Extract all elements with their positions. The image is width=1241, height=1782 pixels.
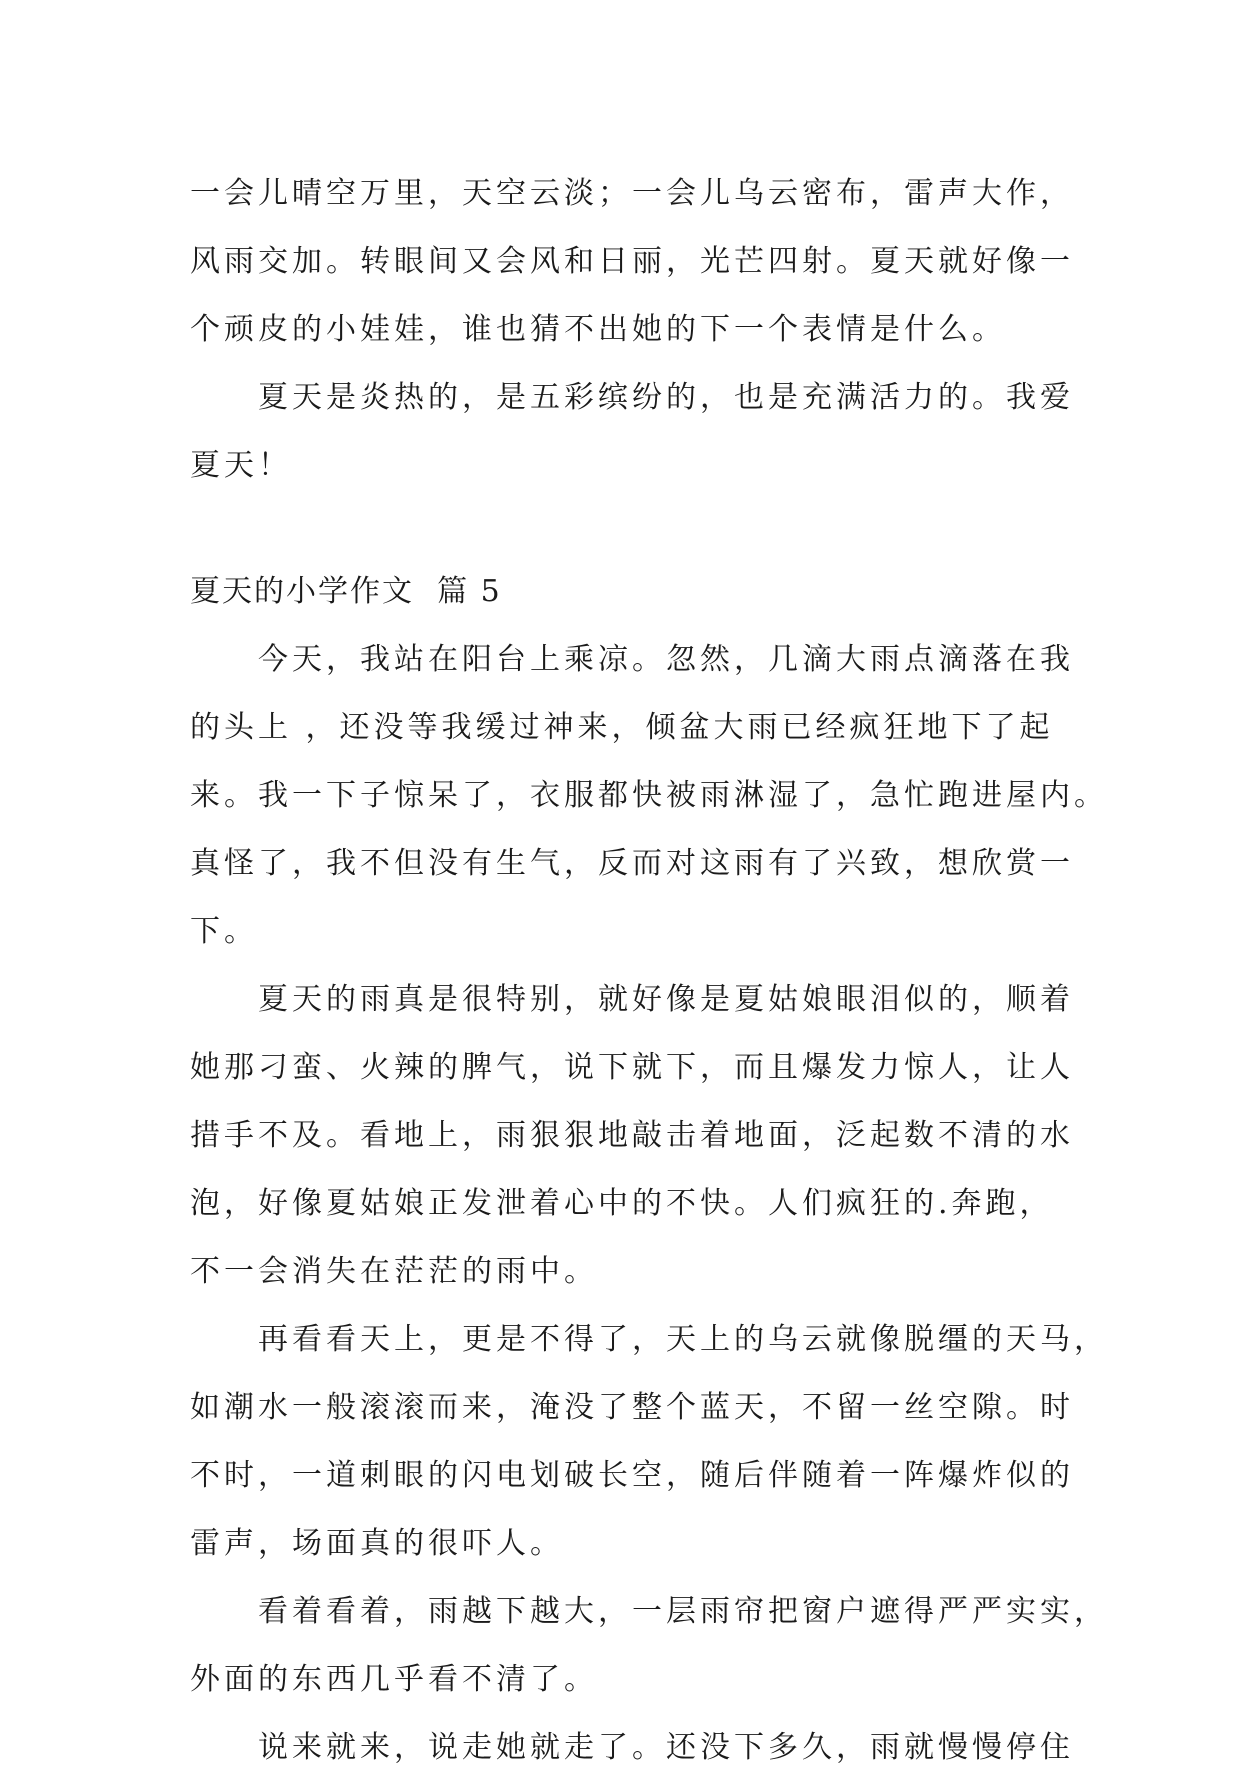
paragraph-previous-ending [190, 160, 1074, 364]
text-line: 说来就来，说走她就走了。还没下多久，雨就慢慢停住 [258, 1730, 1074, 1765]
paragraph-1 [190, 626, 1108, 966]
text-line: 个顽皮的小娃娃，谁也猜不出她的下一个表情是什么。 [190, 312, 1006, 347]
text-line: 如潮水一般滚滚而来，淹没了整个蓝天，不留一丝空隙。时 [190, 1390, 1074, 1425]
paragraph-conclusion [190, 364, 1074, 500]
text-line: 夏天是炎热的，是五彩缤纷的，也是充满活力的。我爱 [258, 380, 1074, 415]
text-line: 来。我一下子惊呆了，衣服都快被雨淋湿了，急忙跑进屋内。 [190, 778, 1108, 813]
text-line: 下。 [190, 914, 258, 949]
text-line: 她那刁蛮、火辣的脾气，说下就下，而且爆发力惊人，让人 [190, 1050, 1074, 1085]
text-line: 雷声，场面真的很吓人。 [190, 1526, 564, 1561]
paragraph-5 [190, 1714, 1074, 1782]
document-page [190, 160, 1108, 1782]
paragraph-2 [190, 966, 1074, 1306]
text-line: 夏天的雨真是很特别，就好像是夏姑娘眼泪似的，顺着 [258, 982, 1074, 1017]
text-line: 今天，我站在阳台上乘凉。忽然，几滴大雨点滴落在我 [258, 642, 1074, 677]
paragraph-4 [190, 1578, 1108, 1714]
text-line: 不一会消失在茫茫的雨中。 [190, 1254, 598, 1289]
text-line: 风雨交加。转眼间又会风和日丽，光芒四射。夏天就好像一 [190, 244, 1074, 279]
section-spacer [190, 500, 1060, 558]
text-line: 再看看天上，更是不得了，天上的乌云就像脱缰的天马， [258, 1322, 1108, 1357]
paragraph-3 [190, 1306, 1108, 1578]
section-heading: 夏天的小学作文 篇 5 [190, 574, 502, 609]
text-line: 外面的东西几乎看不清了。 [190, 1662, 598, 1697]
text-line: 真怪了，我不但没有生气，反而对这雨有了兴致，想欣赏一 [190, 846, 1074, 881]
text-line: 看着看着，雨越下越大，一层雨帘把窗户遮得严严实实， [258, 1594, 1108, 1629]
text-line: 一会儿晴空万里，天空云淡；一会儿乌云密布，雷声大作， [190, 176, 1074, 211]
text-line: 措手不及。看地上，雨狠狠地敲击着地面，泛起数不清的水 [190, 1118, 1074, 1153]
text-line: 夏天！ [190, 448, 292, 483]
text-line: 泡，好像夏姑娘正发泄着心中的不快。人们疯狂的.奔跑， [190, 1186, 1054, 1221]
text-line: 的头上 ，还没等我缓过神来，倾盆大雨已经疯狂地下了起 [190, 710, 1054, 745]
text-line: 不时，一道刺眼的闪电划破长空，随后伴随着一阵爆炸似的 [190, 1458, 1074, 1493]
